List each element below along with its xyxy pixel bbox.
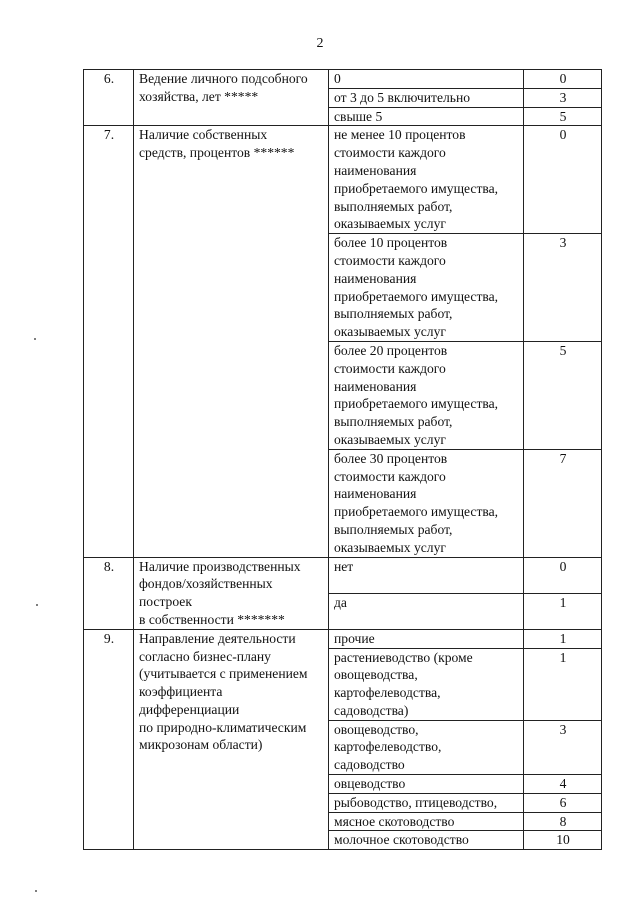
table-row — [84, 70, 602, 89]
criterion-score: 1 — [524, 648, 602, 720]
criterion-condition: не менее 10 процентов стоимости каждого наименования приобретаемого имущества, выполняемых работ, оказываемых услуг — [329, 126, 524, 234]
criterion-condition: молочное скотоводство — [329, 831, 524, 850]
criterion-condition: овцеводство — [329, 775, 524, 794]
criterion-score: 1 — [524, 593, 602, 629]
criterion-score: 6 — [524, 793, 602, 812]
criteria-table — [83, 69, 602, 850]
criterion-name: Наличие собственных средств, процентов ****** — [134, 126, 329, 557]
criterion-score: 5 — [524, 341, 602, 449]
criterion-condition: от 3 до 5 включительно — [329, 88, 524, 107]
criterion-score: 0 — [524, 557, 602, 593]
scan-artifact-dot — [36, 604, 38, 606]
criteria-table-body — [84, 70, 602, 850]
criterion-number: 9. — [84, 629, 134, 850]
criterion-name: Ведение личного подсобного хозяйства, лет ***** — [134, 70, 329, 126]
criterion-score: 3 — [524, 88, 602, 107]
criterion-score: 4 — [524, 775, 602, 794]
scan-artifact-dot — [34, 338, 36, 340]
criterion-score: 3 — [524, 720, 602, 774]
criterion-condition: 0 — [329, 70, 524, 89]
criterion-condition: да — [329, 593, 524, 629]
criterion-condition: овощеводство, картофелеводство, садоводство — [329, 720, 524, 774]
criterion-score: 3 — [524, 234, 602, 342]
criterion-score: 10 — [524, 831, 602, 850]
criterion-number: 8. — [84, 557, 134, 629]
criterion-condition: прочие — [329, 629, 524, 648]
criterion-condition: растениеводство (кроме овощеводства, картофелеводства, садоводства) — [329, 648, 524, 720]
scan-artifact-dot — [35, 890, 37, 892]
criterion-score: 0 — [524, 126, 602, 234]
criterion-score: 8 — [524, 812, 602, 831]
page-number: 2 — [316, 36, 324, 51]
criterion-condition: мясное скотоводство — [329, 812, 524, 831]
criterion-condition: рыбоводство, птицеводство, — [329, 793, 524, 812]
criterion-name: Наличие производственных фондов/хозяйственных построек в собственности ******* — [134, 557, 329, 629]
criterion-score: 7 — [524, 449, 602, 557]
criterion-number: 7. — [84, 126, 134, 557]
criterion-condition: более 30 процентов стоимости каждого наименования приобретаемого имущества, выполняемых работ, оказываемых услуг — [329, 449, 524, 557]
criterion-condition: более 10 процентов стоимости каждого наименования приобретаемого имущества, выполняемых работ, оказываемых услуг — [329, 234, 524, 342]
criterion-score: 1 — [524, 629, 602, 648]
criterion-number: 6. — [84, 70, 134, 126]
table-row — [84, 629, 602, 648]
criterion-score: 5 — [524, 107, 602, 126]
criterion-condition: нет — [329, 557, 524, 593]
table-row — [84, 557, 602, 593]
criterion-name: Направление деятельности согласно бизнес-плану (учитывается с применением коэффициента дифференциации по природно-климатическим микрозонам области) — [134, 629, 329, 850]
criterion-score: 0 — [524, 70, 602, 89]
criterion-condition: свыше 5 — [329, 107, 524, 126]
criterion-condition: более 20 процентов стоимости каждого наименования приобретаемого имущества, выполняемых работ, оказываемых услуг — [329, 341, 524, 449]
table-row — [84, 126, 602, 234]
